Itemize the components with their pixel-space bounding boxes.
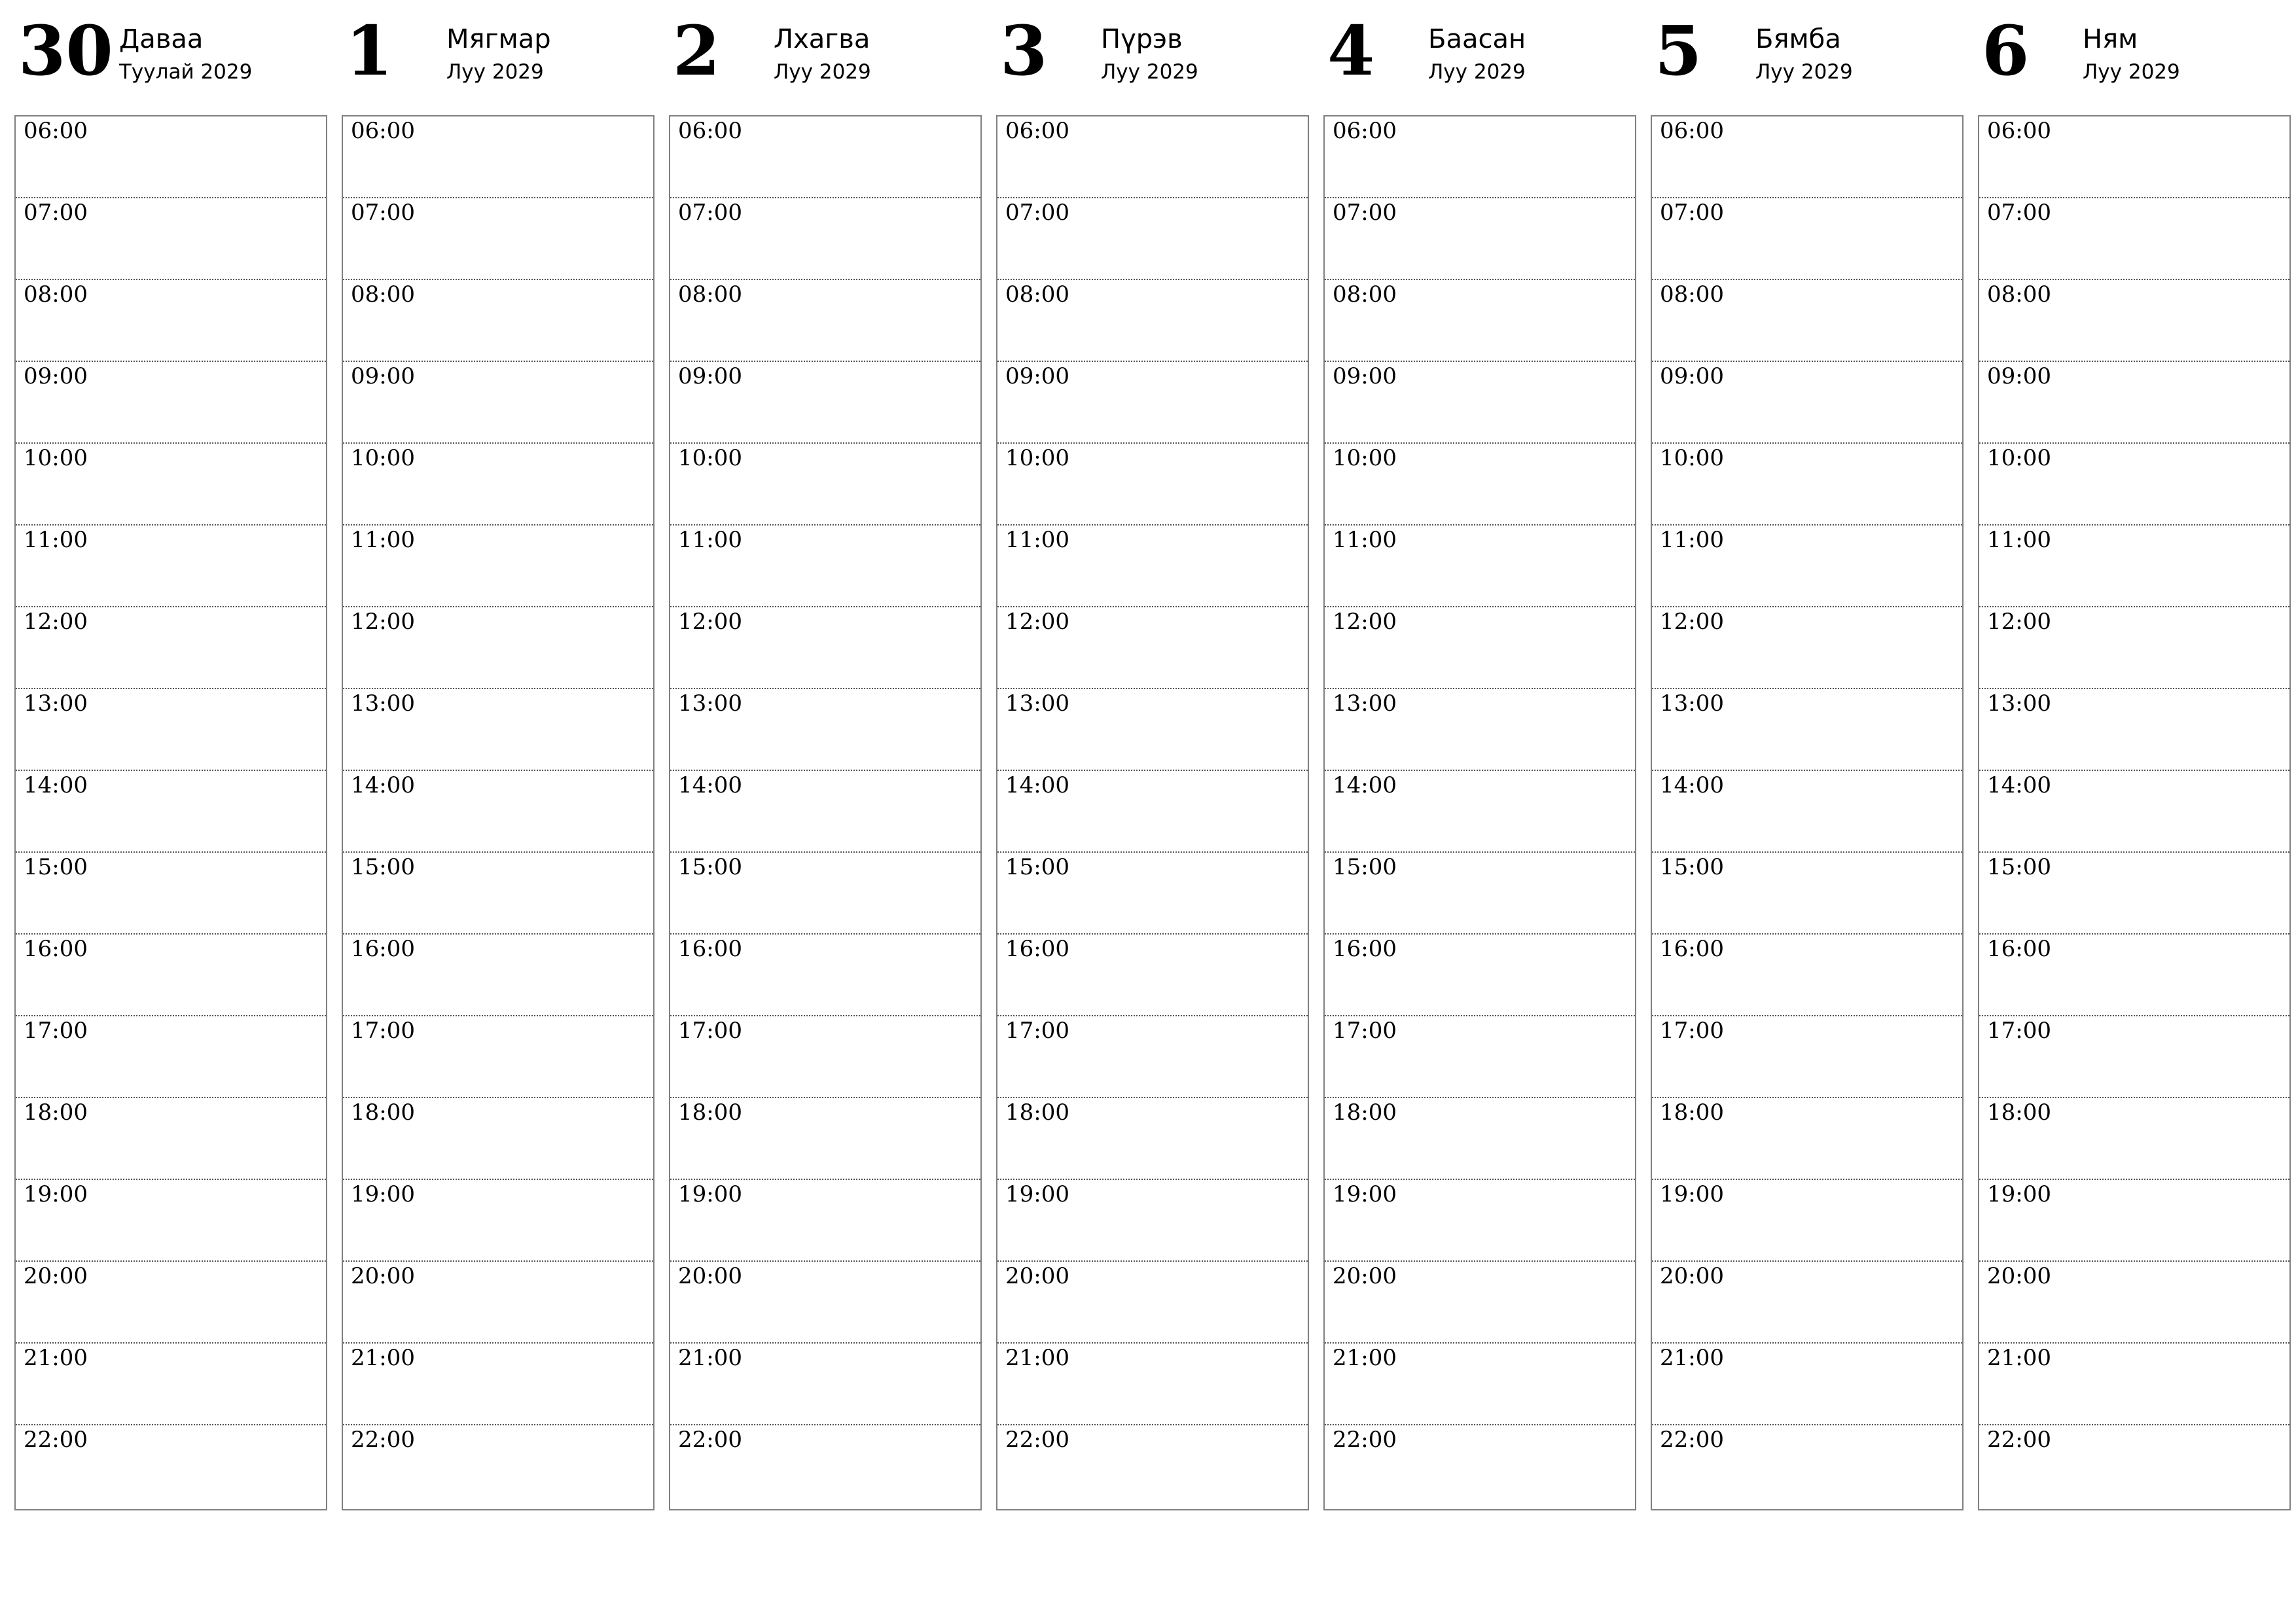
- time-slot[interactable]: [997, 444, 1308, 526]
- time-label: 10:00: [678, 445, 742, 471]
- time-label: 07:00: [1333, 200, 1397, 226]
- time-label: 18:00: [24, 1099, 88, 1126]
- day-header: [1651, 10, 1964, 99]
- time-slot[interactable]: [1979, 1344, 2289, 1425]
- time-label: 19:00: [1333, 1181, 1397, 1207]
- time-label: 18:00: [351, 1099, 415, 1126]
- time-slot[interactable]: [1325, 198, 1635, 280]
- time-slot[interactable]: [670, 771, 980, 853]
- time-label: 07:00: [1660, 200, 1724, 226]
- day-column: [1323, 10, 1636, 1453]
- time-slot[interactable]: [343, 1180, 653, 1262]
- time-slot[interactable]: [1979, 1180, 2289, 1262]
- time-label: 06:00: [1333, 118, 1397, 144]
- time-slot[interactable]: [670, 362, 980, 444]
- day-schedule-box: [1651, 115, 1964, 1510]
- day-column: [996, 10, 1309, 1453]
- time-slot[interactable]: [1652, 607, 1962, 689]
- time-label: 08:00: [1005, 281, 1069, 308]
- time-label: 08:00: [1660, 281, 1724, 308]
- time-label: 22:00: [24, 1427, 88, 1453]
- time-label: 21:00: [351, 1345, 415, 1371]
- time-slot[interactable]: [670, 1016, 980, 1098]
- time-label: 06:00: [678, 118, 742, 144]
- time-label: 19:00: [1005, 1181, 1069, 1207]
- time-slot[interactable]: [343, 526, 653, 607]
- time-label: 17:00: [1333, 1018, 1397, 1044]
- time-label: 09:00: [1660, 363, 1724, 389]
- day-number: 5: [1655, 10, 1702, 91]
- time-label: 20:00: [351, 1263, 415, 1289]
- time-label: 12:00: [1333, 609, 1397, 635]
- time-slot[interactable]: [16, 116, 326, 198]
- time-label: 21:00: [1005, 1345, 1069, 1371]
- weekday-name: Даваа: [119, 24, 204, 54]
- time-label: 15:00: [678, 854, 742, 880]
- time-label: 11:00: [1987, 527, 2051, 553]
- time-label: 16:00: [24, 936, 88, 962]
- time-slot[interactable]: [1979, 526, 2289, 607]
- time-slot[interactable]: [343, 198, 653, 280]
- time-slot[interactable]: [670, 607, 980, 689]
- time-label: 16:00: [678, 936, 742, 962]
- weekday-name: Лхагва: [774, 24, 870, 54]
- time-label: 14:00: [678, 772, 742, 798]
- day-number: 6: [1982, 10, 2030, 91]
- time-slot[interactable]: [997, 362, 1308, 444]
- time-label: 06:00: [1005, 118, 1069, 144]
- time-label: 22:00: [1660, 1427, 1724, 1453]
- time-label: 14:00: [351, 772, 415, 798]
- time-label: 21:00: [1333, 1345, 1397, 1371]
- time-slot[interactable]: [997, 1425, 1308, 1507]
- time-slot[interactable]: [1652, 280, 1962, 362]
- time-slot[interactable]: [1979, 1016, 2289, 1098]
- time-slot[interactable]: [16, 198, 326, 280]
- time-label: 10:00: [24, 445, 88, 471]
- month-year-label: Луу 2029: [1755, 60, 1853, 84]
- time-slot[interactable]: [670, 1098, 980, 1180]
- time-label: 18:00: [1987, 1099, 2051, 1126]
- time-slot[interactable]: [343, 444, 653, 526]
- time-label: 15:00: [1660, 854, 1724, 880]
- time-slot[interactable]: [1652, 444, 1962, 526]
- time-slots: [343, 116, 653, 1509]
- month-year-label: Луу 2029: [446, 60, 544, 84]
- day-header: [1323, 10, 1636, 99]
- time-slot[interactable]: [1652, 1180, 1962, 1262]
- time-slot[interactable]: [997, 1262, 1308, 1344]
- day-schedule-box: [1978, 115, 2291, 1510]
- time-slot[interactable]: [1979, 689, 2289, 771]
- time-slot[interactable]: [1979, 198, 2289, 280]
- day-schedule-box: [996, 115, 1309, 1510]
- time-slot[interactable]: [1652, 198, 1962, 280]
- time-label: 12:00: [351, 609, 415, 635]
- time-slot[interactable]: [997, 280, 1308, 362]
- time-label: 11:00: [1333, 527, 1397, 553]
- time-slot[interactable]: [670, 1262, 980, 1344]
- time-label: 20:00: [1987, 1263, 2051, 1289]
- time-label: 10:00: [1987, 445, 2051, 471]
- time-slot[interactable]: [1979, 1425, 2289, 1507]
- time-label: 14:00: [1660, 772, 1724, 798]
- time-label: 22:00: [1987, 1427, 2051, 1453]
- day-header: [342, 10, 655, 99]
- time-slot[interactable]: [343, 1016, 653, 1098]
- time-label: 06:00: [24, 118, 88, 144]
- time-slot[interactable]: [670, 116, 980, 198]
- time-label: 14:00: [1987, 772, 2051, 798]
- day-schedule-box: [1323, 115, 1636, 1510]
- time-slot[interactable]: [670, 935, 980, 1016]
- day-schedule-box: [669, 115, 982, 1510]
- time-label: 16:00: [1660, 936, 1724, 962]
- time-slot[interactable]: [16, 1180, 326, 1262]
- month-year-label: Туулай 2029: [119, 60, 253, 84]
- time-label: 09:00: [1005, 363, 1069, 389]
- time-label: 11:00: [1005, 527, 1069, 553]
- time-label: 08:00: [678, 281, 742, 308]
- time-slot[interactable]: [343, 771, 653, 853]
- time-slot[interactable]: [16, 362, 326, 444]
- time-slot[interactable]: [1325, 362, 1635, 444]
- time-slots: [997, 116, 1308, 1509]
- time-slot[interactable]: [997, 607, 1308, 689]
- time-slot[interactable]: [997, 689, 1308, 771]
- time-slot[interactable]: [1325, 444, 1635, 526]
- day-column: [669, 10, 982, 1453]
- time-slot[interactable]: [997, 1344, 1308, 1425]
- weekly-planner: [14, 10, 2282, 1453]
- time-label: 22:00: [678, 1427, 742, 1453]
- time-slot[interactable]: [1979, 362, 2289, 444]
- month-year-label: Луу 2029: [1101, 60, 1198, 84]
- day-number: 30: [18, 10, 113, 91]
- day-number: 1: [346, 10, 393, 91]
- time-label: 10:00: [1005, 445, 1069, 471]
- weekday-name: Бямба: [1755, 24, 1841, 54]
- time-slot[interactable]: [343, 1344, 653, 1425]
- time-label: 12:00: [678, 609, 742, 635]
- time-slot[interactable]: [16, 1098, 326, 1180]
- time-label: 10:00: [1660, 445, 1724, 471]
- time-slots: [1652, 116, 1962, 1509]
- time-label: 12:00: [1660, 609, 1724, 635]
- month-year-label: Луу 2029: [1428, 60, 1526, 84]
- weekday-name: Баасан: [1428, 24, 1526, 54]
- time-slot[interactable]: [1325, 771, 1635, 853]
- time-label: 11:00: [678, 527, 742, 553]
- time-label: 20:00: [1660, 1263, 1724, 1289]
- time-slot[interactable]: [1652, 1425, 1962, 1507]
- time-label: 11:00: [351, 527, 415, 553]
- time-label: 06:00: [351, 118, 415, 144]
- time-label: 13:00: [1333, 690, 1397, 717]
- time-label: 09:00: [1987, 363, 2051, 389]
- time-slot[interactable]: [670, 198, 980, 280]
- time-label: 12:00: [24, 609, 88, 635]
- time-label: 14:00: [24, 772, 88, 798]
- time-slot[interactable]: [670, 689, 980, 771]
- time-label: 15:00: [1005, 854, 1069, 880]
- time-slot[interactable]: [1979, 935, 2289, 1016]
- time-slot[interactable]: [1652, 689, 1962, 771]
- time-slots: [1325, 116, 1635, 1509]
- time-label: 13:00: [1005, 690, 1069, 717]
- time-label: 17:00: [678, 1018, 742, 1044]
- weekday-name: Ням: [2083, 24, 2138, 54]
- time-slot[interactable]: [1325, 607, 1635, 689]
- time-label: 10:00: [1333, 445, 1397, 471]
- time-slot[interactable]: [16, 1425, 326, 1507]
- time-slot[interactable]: [16, 1344, 326, 1425]
- time-label: 16:00: [351, 936, 415, 962]
- time-slot[interactable]: [343, 280, 653, 362]
- time-label: 20:00: [24, 1263, 88, 1289]
- time-label: 19:00: [351, 1181, 415, 1207]
- time-slot[interactable]: [1979, 1098, 2289, 1180]
- day-column: [1978, 10, 2291, 1453]
- time-slot[interactable]: [1325, 1344, 1635, 1425]
- time-label: 21:00: [1987, 1345, 2051, 1371]
- weekday-name: Мягмар: [446, 24, 551, 54]
- time-label: 14:00: [1005, 772, 1069, 798]
- time-label: 21:00: [24, 1345, 88, 1371]
- time-label: 09:00: [1333, 363, 1397, 389]
- time-slot[interactable]: [1325, 116, 1635, 198]
- time-slot[interactable]: [997, 116, 1308, 198]
- time-label: 08:00: [1333, 281, 1397, 308]
- time-slot[interactable]: [16, 771, 326, 853]
- time-label: 16:00: [1987, 936, 2051, 962]
- time-label: 12:00: [1987, 609, 2051, 635]
- time-label: 09:00: [678, 363, 742, 389]
- time-slot[interactable]: [16, 853, 326, 935]
- weekday-name: Пүрэв: [1101, 24, 1183, 54]
- time-slot[interactable]: [1325, 1016, 1635, 1098]
- day-number: 2: [673, 10, 721, 91]
- time-label: 10:00: [351, 445, 415, 471]
- time-label: 18:00: [1005, 1099, 1069, 1126]
- time-label: 07:00: [678, 200, 742, 226]
- time-label: 11:00: [1660, 527, 1724, 553]
- time-slot[interactable]: [1652, 362, 1962, 444]
- time-label: 07:00: [1987, 200, 2051, 226]
- time-slot[interactable]: [997, 771, 1308, 853]
- time-slot[interactable]: [1979, 116, 2289, 198]
- time-slot[interactable]: [1979, 607, 2289, 689]
- day-number: 3: [1000, 10, 1048, 91]
- time-label: 17:00: [24, 1018, 88, 1044]
- time-label: 17:00: [1005, 1018, 1069, 1044]
- time-label: 06:00: [1987, 118, 2051, 144]
- day-header: [1978, 10, 2291, 99]
- time-slot[interactable]: [997, 1016, 1308, 1098]
- time-label: 18:00: [678, 1099, 742, 1126]
- day-header: [996, 10, 1309, 99]
- time-label: 14:00: [1333, 772, 1397, 798]
- time-label: 16:00: [1005, 936, 1069, 962]
- time-slot[interactable]: [1325, 1098, 1635, 1180]
- time-label: 06:00: [1660, 118, 1724, 144]
- time-label: 07:00: [24, 200, 88, 226]
- time-slot[interactable]: [343, 935, 653, 1016]
- time-label: 16:00: [1333, 936, 1397, 962]
- time-label: 20:00: [1333, 1263, 1397, 1289]
- time-label: 20:00: [1005, 1263, 1069, 1289]
- time-label: 21:00: [678, 1345, 742, 1371]
- time-label: 17:00: [1987, 1018, 2051, 1044]
- day-schedule-box: [342, 115, 655, 1510]
- time-label: 11:00: [24, 527, 88, 553]
- time-slot[interactable]: [1325, 853, 1635, 935]
- time-label: 22:00: [1005, 1427, 1069, 1453]
- month-year-label: Луу 2029: [2083, 60, 2180, 84]
- time-slot[interactable]: [1979, 1262, 2289, 1344]
- time-label: 15:00: [1987, 854, 2051, 880]
- time-label: 13:00: [1987, 690, 2051, 717]
- time-slot[interactable]: [1325, 526, 1635, 607]
- time-slot[interactable]: [997, 526, 1308, 607]
- time-slot[interactable]: [1325, 280, 1635, 362]
- time-label: 08:00: [1987, 281, 2051, 308]
- time-label: 15:00: [351, 854, 415, 880]
- time-slots: [16, 116, 326, 1509]
- day-header: [669, 10, 982, 99]
- time-label: 09:00: [351, 363, 415, 389]
- time-slot[interactable]: [16, 280, 326, 362]
- month-year-label: Луу 2029: [774, 60, 871, 84]
- time-slot[interactable]: [670, 1180, 980, 1262]
- time-label: 20:00: [678, 1263, 742, 1289]
- time-slot[interactable]: [16, 689, 326, 771]
- time-slot[interactable]: [997, 935, 1308, 1016]
- time-label: 07:00: [351, 200, 415, 226]
- time-label: 19:00: [1987, 1181, 2051, 1207]
- time-slot[interactable]: [997, 198, 1308, 280]
- time-slot[interactable]: [670, 1344, 980, 1425]
- time-slot[interactable]: [1652, 526, 1962, 607]
- time-slot[interactable]: [16, 935, 326, 1016]
- time-slot[interactable]: [1652, 1262, 1962, 1344]
- time-slot[interactable]: [343, 1425, 653, 1507]
- day-number: 4: [1327, 10, 1375, 91]
- time-label: 08:00: [351, 281, 415, 308]
- time-label: 22:00: [1333, 1427, 1397, 1453]
- time-slot[interactable]: [16, 1262, 326, 1344]
- time-slot[interactable]: [670, 280, 980, 362]
- time-slot[interactable]: [1652, 771, 1962, 853]
- day-schedule-box: [14, 115, 327, 1510]
- time-slot[interactable]: [16, 526, 326, 607]
- day-header: [14, 10, 327, 99]
- time-slots: [1979, 116, 2289, 1509]
- time-slot[interactable]: [16, 1016, 326, 1098]
- time-slot[interactable]: [1979, 280, 2289, 362]
- time-slot[interactable]: [1652, 1344, 1962, 1425]
- time-slot[interactable]: [1652, 853, 1962, 935]
- time-slot[interactable]: [1979, 444, 2289, 526]
- time-slot[interactable]: [1979, 853, 2289, 935]
- time-label: 15:00: [24, 854, 88, 880]
- time-label: 13:00: [24, 690, 88, 717]
- time-slot[interactable]: [1652, 116, 1962, 198]
- time-slot[interactable]: [670, 853, 980, 935]
- time-slot[interactable]: [1325, 935, 1635, 1016]
- time-slot[interactable]: [343, 116, 653, 198]
- time-label: 09:00: [24, 363, 88, 389]
- time-label: 22:00: [351, 1427, 415, 1453]
- time-slot[interactable]: [343, 362, 653, 444]
- time-slot[interactable]: [16, 444, 326, 526]
- time-label: 15:00: [1333, 854, 1397, 880]
- time-slot[interactable]: [1979, 771, 2289, 853]
- time-label: 13:00: [1660, 690, 1724, 717]
- time-label: 19:00: [1660, 1181, 1724, 1207]
- time-label: 17:00: [351, 1018, 415, 1044]
- time-label: 17:00: [1660, 1018, 1724, 1044]
- time-slot[interactable]: [997, 853, 1308, 935]
- time-slot[interactable]: [670, 444, 980, 526]
- time-label: 08:00: [24, 281, 88, 308]
- time-slot[interactable]: [343, 1098, 653, 1180]
- time-slot[interactable]: [670, 1425, 980, 1507]
- time-slot[interactable]: [343, 1262, 653, 1344]
- time-slot[interactable]: [997, 1098, 1308, 1180]
- time-slot[interactable]: [1325, 689, 1635, 771]
- time-label: 18:00: [1660, 1099, 1724, 1126]
- time-label: 19:00: [678, 1181, 742, 1207]
- time-slot[interactable]: [16, 607, 326, 689]
- time-slot[interactable]: [343, 853, 653, 935]
- time-slot[interactable]: [1652, 1016, 1962, 1098]
- time-slot[interactable]: [1325, 1262, 1635, 1344]
- time-label: 18:00: [1333, 1099, 1397, 1126]
- time-label: 21:00: [1660, 1345, 1724, 1371]
- time-label: 13:00: [351, 690, 415, 717]
- time-label: 19:00: [24, 1181, 88, 1207]
- time-slot[interactable]: [1325, 1425, 1635, 1507]
- time-slot[interactable]: [1652, 935, 1962, 1016]
- day-column: [14, 10, 327, 1453]
- time-slots: [670, 116, 980, 1509]
- time-slot[interactable]: [343, 689, 653, 771]
- time-slot[interactable]: [1325, 1180, 1635, 1262]
- time-slot[interactable]: [1652, 1098, 1962, 1180]
- time-slot[interactable]: [670, 526, 980, 607]
- time-label: 13:00: [678, 690, 742, 717]
- time-label: 12:00: [1005, 609, 1069, 635]
- time-slot[interactable]: [997, 1180, 1308, 1262]
- day-column: [342, 10, 655, 1453]
- time-slot[interactable]: [343, 607, 653, 689]
- time-label: 07:00: [1005, 200, 1069, 226]
- day-column: [1651, 10, 1964, 1453]
